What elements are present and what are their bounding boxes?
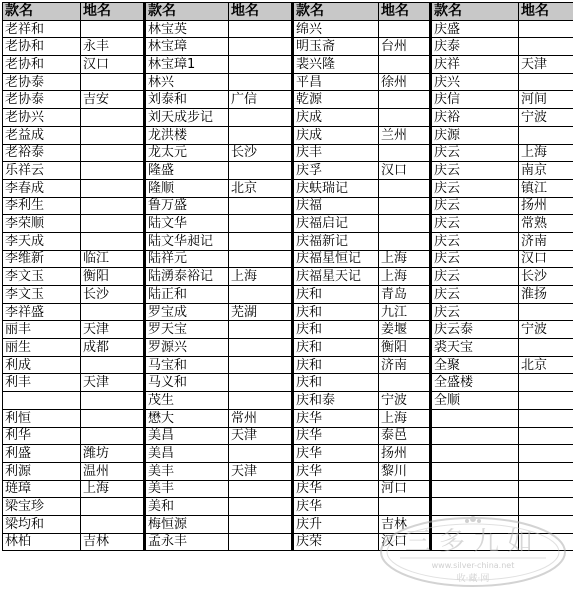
brand-name-cell: 懋大 [145, 409, 229, 427]
table-row [3, 321, 573, 339]
place-name-cell: 常熟 [519, 215, 573, 233]
brand-name-cell: 庆福新记 [293, 232, 379, 250]
brand-name-cell: 林宝璋 [145, 38, 229, 56]
brand-name-cell: 美昌 [145, 427, 229, 445]
place-name-cell [519, 303, 573, 321]
brand-name-cell: 庆泰 [431, 38, 519, 56]
place-name-cell [379, 498, 431, 516]
place-name-cell [519, 392, 573, 410]
brand-name-cell: 绵兴 [293, 20, 379, 38]
table-row [3, 232, 573, 250]
place-name-cell [229, 73, 293, 91]
place-name-cell [229, 498, 293, 516]
place-name-cell: 青岛 [379, 286, 431, 304]
brand-name-cell: 陆祥元 [145, 250, 229, 268]
header-brand-name-cell: 款名 [293, 3, 379, 21]
place-name-cell [229, 250, 293, 268]
watermark-title: 三多九如 [404, 527, 542, 557]
place-name-cell: 长沙 [81, 286, 145, 304]
place-name-cell: 汉口 [519, 250, 573, 268]
brand-name-cell: 陆文华 [145, 215, 229, 233]
table-row [3, 392, 573, 410]
header-place-name-cell: 地名 [229, 3, 293, 21]
brand-name-cell: 平昌 [293, 73, 379, 91]
brand-name-cell: 梁均和 [3, 515, 81, 533]
table-row [3, 73, 573, 91]
brand-name-cell: 梅恒源 [145, 515, 229, 533]
brand-name-cell [431, 409, 519, 427]
place-name-cell: 天津 [229, 462, 293, 480]
place-name-cell [81, 197, 145, 215]
brand-name-cell: 庆云 [431, 303, 519, 321]
brand-name-cell: 全盛楼 [431, 374, 519, 392]
place-name-cell: 衡阳 [81, 268, 145, 286]
table-row [3, 38, 573, 56]
place-name-cell [519, 498, 573, 516]
table-row [3, 179, 573, 197]
brand-name-cell: 庆源 [431, 126, 519, 144]
brand-name-cell: 裴兴隆 [293, 56, 379, 74]
place-name-cell: 济南 [379, 356, 431, 374]
place-name-cell [81, 498, 145, 516]
table-row [3, 268, 573, 286]
table-row [3, 427, 573, 445]
brand-name-cell: 马宝和 [145, 356, 229, 374]
table-row [3, 197, 573, 215]
brand-name-cell: 全顺 [431, 392, 519, 410]
place-name-cell [519, 462, 573, 480]
brand-name-cell: 老祥和 [3, 20, 81, 38]
place-name-cell: 北京 [519, 356, 573, 374]
table-row [3, 498, 573, 516]
place-name-cell [379, 232, 431, 250]
brand-name-cell: 李天成 [3, 232, 81, 250]
place-name-cell: 临江 [81, 250, 145, 268]
table-row [3, 339, 573, 357]
brand-name-cell: 庆云 [431, 197, 519, 215]
brand-name-cell [431, 427, 519, 445]
brand-name-cell: 茂生 [145, 392, 229, 410]
place-name-cell [519, 533, 573, 551]
brand-name-cell: 陆湧泰裕记 [145, 268, 229, 286]
place-name-cell [229, 480, 293, 498]
place-name-cell: 长沙 [519, 268, 573, 286]
place-name-cell: 天津 [81, 321, 145, 339]
brand-name-cell [431, 445, 519, 463]
place-name-cell [229, 162, 293, 180]
brand-name-cell: 美丰 [145, 480, 229, 498]
brand-name-cell [431, 533, 519, 551]
place-name-cell [379, 20, 431, 38]
brand-name-cell: 庆和 [293, 303, 379, 321]
brand-name-cell: 梁宝珍 [3, 498, 81, 516]
place-name-cell [81, 162, 145, 180]
place-name-cell [81, 356, 145, 374]
brand-name-cell: 庆华 [293, 462, 379, 480]
place-name-cell [519, 480, 573, 498]
table-row [3, 445, 573, 463]
place-name-cell [81, 303, 145, 321]
brand-name-cell: 美丰 [145, 462, 229, 480]
table-row [3, 515, 573, 533]
place-name-cell: 九江 [379, 303, 431, 321]
place-name-cell: 兰州 [379, 126, 431, 144]
table-row [3, 91, 573, 109]
place-name-cell [229, 515, 293, 533]
brand-name-cell: 罗宝成 [145, 303, 229, 321]
place-name-cell: 上海 [81, 480, 145, 498]
brand-name-cell: 裘天宝 [431, 339, 519, 357]
brand-name-cell: 庆和泰 [293, 392, 379, 410]
brand-name-cell: 庆云 [431, 250, 519, 268]
place-name-cell: 吉安 [81, 91, 145, 109]
table-row [3, 409, 573, 427]
brand-name-cell: 老协泰 [3, 91, 81, 109]
brand-name-cell: 陆正和 [145, 286, 229, 304]
watermark-site: www.silver-china.net [431, 561, 515, 570]
brand-name-cell: 老协泰 [3, 73, 81, 91]
header-brand-name-cell: 款名 [431, 3, 519, 21]
table-row [3, 162, 573, 180]
place-name-cell [229, 38, 293, 56]
table-row [3, 533, 573, 551]
place-name-cell [229, 126, 293, 144]
brand-name-cell: 李利生 [3, 197, 81, 215]
table-row [3, 480, 573, 498]
brand-name-cell: 林宝英 [145, 20, 229, 38]
place-name-cell [519, 126, 573, 144]
place-name-cell [379, 109, 431, 127]
brand-name-cell: 刘泰和 [145, 91, 229, 109]
brand-name-cell: 庆福星恒记 [293, 250, 379, 268]
place-name-cell [81, 179, 145, 197]
place-name-cell [519, 445, 573, 463]
brand-name-cell: 庆丰 [293, 144, 379, 162]
place-name-cell: 扬州 [379, 445, 431, 463]
table-row [3, 303, 573, 321]
brand-name-cell: 罗天宝 [145, 321, 229, 339]
brand-name-cell: 利华 [3, 427, 81, 445]
brand-name-cell: 林柏 [3, 533, 81, 551]
brand-name-cell: 乾源 [293, 91, 379, 109]
brand-name-cell: 庆云泰 [431, 321, 519, 339]
brand-name-cell: 庆福启记 [293, 215, 379, 233]
brand-name-cell: 琏璋 [3, 480, 81, 498]
place-name-cell [519, 38, 573, 56]
place-name-cell: 天津 [229, 427, 293, 445]
brand-name-cell: 庆蚨瑞记 [293, 179, 379, 197]
place-name-cell [81, 20, 145, 38]
brand-name-cell: 庆福 [293, 197, 379, 215]
brand-name-cell: 李春成 [3, 179, 81, 197]
place-name-cell [519, 20, 573, 38]
brand-name-cell: 老益成 [3, 126, 81, 144]
place-name-cell [379, 374, 431, 392]
place-name-cell [229, 232, 293, 250]
place-name-cell [81, 232, 145, 250]
brand-name-cell: 庆和 [293, 321, 379, 339]
header-brand-name-cell: 款名 [3, 3, 81, 21]
place-name-cell: 河口 [379, 480, 431, 498]
place-name-cell [519, 409, 573, 427]
place-name-cell [229, 392, 293, 410]
place-name-cell: 温州 [81, 462, 145, 480]
table-row [3, 144, 573, 162]
brand-name-cell: 庆和 [293, 356, 379, 374]
brand-name-cell [431, 498, 519, 516]
place-name-cell: 汉口 [379, 162, 431, 180]
place-name-cell [519, 374, 573, 392]
place-name-cell: 姜堰 [379, 321, 431, 339]
table-row [3, 462, 573, 480]
brand-name-cell [431, 462, 519, 480]
brand-name-cell: 丽生 [3, 339, 81, 357]
brand-name-cell: 庆和 [293, 339, 379, 357]
place-name-cell: 上海 [519, 144, 573, 162]
place-name-cell: 天津 [81, 374, 145, 392]
watermark-subtitle: 收·藏·网 [456, 574, 490, 584]
place-name-cell: 河间 [519, 91, 573, 109]
brand-name-cell: 老裕泰 [3, 144, 81, 162]
place-name-cell: 吉林 [81, 533, 145, 551]
place-name-cell [519, 515, 573, 533]
brand-name-cell [431, 480, 519, 498]
brand-name-cell: 庆云 [431, 286, 519, 304]
place-name-cell: 北京 [229, 179, 293, 197]
place-name-cell: 广信 [229, 91, 293, 109]
brand-name-cell: 龙太元 [145, 144, 229, 162]
brand-name-cell: 利成 [3, 356, 81, 374]
brand-name-cell: 隆盛 [145, 162, 229, 180]
table-row [3, 20, 573, 38]
place-name-cell [81, 144, 145, 162]
brand-name-cell: 陆文华昶记 [145, 232, 229, 250]
place-name-cell [379, 215, 431, 233]
place-name-cell [81, 215, 145, 233]
place-name-cell [229, 339, 293, 357]
brand-name-cell: 庆华 [293, 498, 379, 516]
header-place-name-cell: 地名 [81, 3, 145, 21]
brand-name-cell: 庆云 [431, 179, 519, 197]
brand-name-cell: 庆升 [293, 515, 379, 533]
brand-name-cell: 老协兴 [3, 109, 81, 127]
brand-name-cell: 庆云 [431, 268, 519, 286]
brand-name-cell [3, 392, 81, 410]
place-name-cell [81, 427, 145, 445]
table-row [3, 126, 573, 144]
place-name-cell: 常州 [229, 409, 293, 427]
place-name-cell: 上海 [379, 268, 431, 286]
brand-name-cell: 庆华 [293, 409, 379, 427]
header-place-name-cell: 地名 [379, 3, 431, 21]
place-name-cell: 吉林 [379, 515, 431, 533]
table-row [3, 215, 573, 233]
place-name-cell [379, 56, 431, 74]
place-name-cell [81, 109, 145, 127]
place-name-cell: 济南 [519, 232, 573, 250]
place-name-cell [229, 109, 293, 127]
place-name-cell: 芜湖 [229, 303, 293, 321]
brand-name-cell: 庆和 [293, 374, 379, 392]
brand-name-cell: 李荣顺 [3, 215, 81, 233]
table-row [3, 286, 573, 304]
place-name-cell [229, 533, 293, 551]
brand-name-cell [431, 515, 519, 533]
brand-name-cell: 利丰 [3, 374, 81, 392]
brand-name-cell: 庆云 [431, 232, 519, 250]
brand-name-cell: 明玉斋 [293, 38, 379, 56]
brand-name-cell: 庆盛 [431, 20, 519, 38]
place-name-cell [229, 445, 293, 463]
brand-name-cell: 老协和 [3, 38, 81, 56]
brand-name-cell: 乐祥云 [3, 162, 81, 180]
place-name-cell: 汉口 [81, 56, 145, 74]
place-name-cell [229, 197, 293, 215]
brand-name-cell: 庆华 [293, 445, 379, 463]
brand-name-cell: 鲁万盛 [145, 197, 229, 215]
place-name-cell: 徐州 [379, 73, 431, 91]
header-row [3, 3, 573, 21]
place-name-cell [81, 409, 145, 427]
place-name-cell [229, 286, 293, 304]
brand-name-cell: 庆云 [431, 144, 519, 162]
brand-name-cell: 利源 [3, 462, 81, 480]
place-name-cell [229, 374, 293, 392]
header-place-name-cell: 地名 [519, 3, 573, 21]
place-name-cell: 扬州 [519, 197, 573, 215]
brand-name-cell: 龙洪楼 [145, 126, 229, 144]
place-name-cell: 泰邑 [379, 427, 431, 445]
table-row [3, 356, 573, 374]
brand-name-cell: 美昌 [145, 445, 229, 463]
brand-name-cell: 庆华 [293, 480, 379, 498]
place-name-cell [229, 356, 293, 374]
brand-name-cell: 庆福星天记 [293, 268, 379, 286]
place-name-cell: 上海 [379, 409, 431, 427]
brand-name-cell: 刘天成步记 [145, 109, 229, 127]
brand-name-cell: 庆云 [431, 215, 519, 233]
place-name-cell [379, 179, 431, 197]
place-name-cell [229, 20, 293, 38]
brand-name-cell: 庆裕 [431, 109, 519, 127]
place-name-cell [229, 215, 293, 233]
header-brand-name-cell: 款名 [145, 3, 229, 21]
place-name-cell: 黎川 [379, 462, 431, 480]
place-name-cell: 镇江 [519, 179, 573, 197]
brand-name-cell: 罗源兴 [145, 339, 229, 357]
brand-name-cell: 庆荣 [293, 533, 379, 551]
place-name-cell [229, 56, 293, 74]
place-name-cell: 潍坊 [81, 445, 145, 463]
place-name-cell: 台州 [379, 38, 431, 56]
brand-name-cell: 庆成 [293, 109, 379, 127]
place-name-cell [81, 392, 145, 410]
table-row [3, 374, 573, 392]
place-name-cell: 上海 [379, 250, 431, 268]
place-name-cell: 天津 [519, 56, 573, 74]
brand-name-cell: 美和 [145, 498, 229, 516]
place-name-cell [519, 339, 573, 357]
brand-name-cell: 庆祥 [431, 56, 519, 74]
place-name-cell: 宁波 [519, 321, 573, 339]
place-name-cell: 南京 [519, 162, 573, 180]
brand-name-cell: 孟永丰 [145, 533, 229, 551]
place-name-cell [81, 515, 145, 533]
brand-name-cell: 庆成 [293, 126, 379, 144]
brand-name-cell: 马义和 [145, 374, 229, 392]
table-row [3, 56, 573, 74]
place-name-cell: 汉口 [379, 533, 431, 551]
place-name-cell [229, 321, 293, 339]
place-name-cell: 永丰 [81, 38, 145, 56]
place-name-cell [81, 73, 145, 91]
place-name-cell [379, 197, 431, 215]
brand-name-cell: 丽丰 [3, 321, 81, 339]
place-name-cell: 上海 [229, 268, 293, 286]
brand-name-cell: 利盛 [3, 445, 81, 463]
brand-name-cell: 隆顺 [145, 179, 229, 197]
place-name-cell: 宁波 [379, 392, 431, 410]
brand-name-cell: 老协和 [3, 56, 81, 74]
place-name-cell [519, 427, 573, 445]
table-row [3, 109, 573, 127]
silver-brand-table [2, 2, 573, 551]
brand-name-cell: 庆兴 [431, 73, 519, 91]
brand-name-cell: 庆孚 [293, 162, 379, 180]
place-name-cell: 宁波 [519, 109, 573, 127]
brand-name-cell: 全聚 [431, 356, 519, 374]
place-name-cell: 成都 [81, 339, 145, 357]
brand-name-cell: 李文玉 [3, 268, 81, 286]
brand-name-cell: 林宝璋1 [145, 56, 229, 74]
brand-name-cell: 利恒 [3, 409, 81, 427]
brand-name-cell: 庆云 [431, 162, 519, 180]
brand-name-cell: 林兴 [145, 73, 229, 91]
place-name-cell: 衡阳 [379, 339, 431, 357]
place-name-cell [379, 144, 431, 162]
brand-name-cell: 李维新 [3, 250, 81, 268]
place-name-cell [81, 126, 145, 144]
place-name-cell [379, 91, 431, 109]
brand-name-cell: 李文玉 [3, 286, 81, 304]
brand-name-cell: 李祥盛 [3, 303, 81, 321]
brand-name-cell: 庆信 [431, 91, 519, 109]
place-name-cell: 淮扬 [519, 286, 573, 304]
place-name-cell [519, 73, 573, 91]
brand-name-cell: 庆和 [293, 286, 379, 304]
table-row [3, 250, 573, 268]
brand-name-cell: 庆华 [293, 427, 379, 445]
place-name-cell: 长沙 [229, 144, 293, 162]
